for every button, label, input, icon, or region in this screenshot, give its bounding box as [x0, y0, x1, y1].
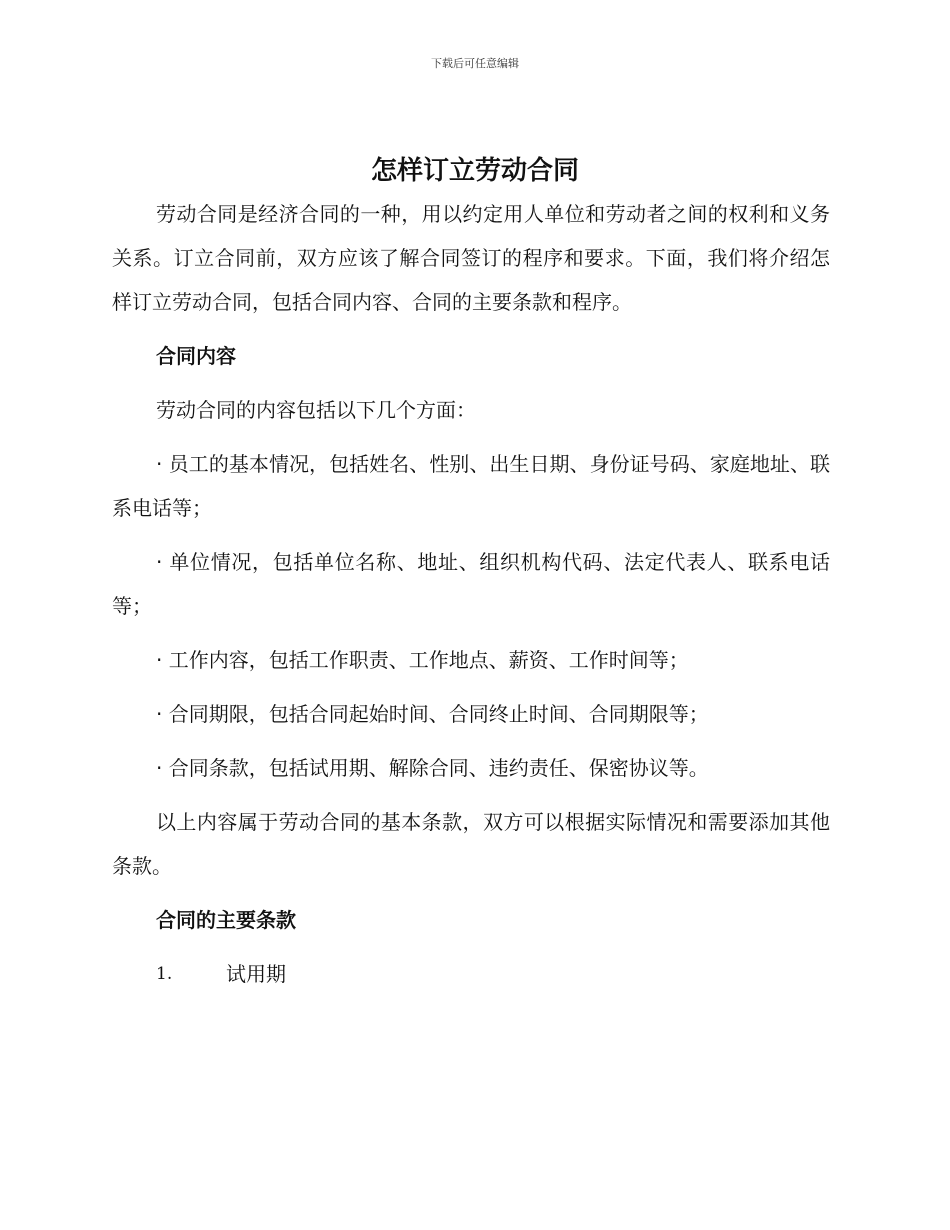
document-body [112, 192, 830, 1006]
item-number: 1. [156, 964, 173, 984]
document-title: 怎样订立劳动合同 [370, 156, 579, 186]
item-text: 试用期 [226, 962, 286, 986]
list-item: · 合同期限，包括合同起始时间、合同终止时间、合同期限等； [156, 702, 709, 726]
closing-paragraph: 以上内容属于劳动合同的基本条款，双方可以根据实际情况和需要添加其他条款。 [112, 810, 830, 878]
list-item: · 单位情况，包括单位名称、地址、组织机构代码、法定代表人、联系电话等； [112, 550, 830, 618]
numbered-item [156, 952, 830, 996]
header-note: 下载后可任意编辑 [431, 57, 519, 70]
list-item: · 合同条款，包括试用期、解除合同、违约责任、保密协议等。 [156, 756, 709, 780]
list-item: · 员工的基本情况，包括姓名、性别、出生日期、身份证号码、家庭地址、联系电话等； [112, 452, 830, 520]
intro-paragraph: 劳动合同是经济合同的一种，用以约定用人单位和劳动者之间的权利和义务关系。订立合同前，双方应该了解合同签订的程序和要求。下面，我们将介绍怎样订立劳动合同，包括合同内容、合同的主要条款和程序。 [112, 202, 830, 314]
list-item: · 工作内容，包括工作职责、工作地点、薪资、工作时间等； [156, 648, 689, 672]
section-heading-contents: 合同内容 [156, 344, 236, 368]
section-lead: 劳动合同的内容包括以下几个方面： [156, 398, 476, 422]
section-heading-main-clauses: 合同的主要条款 [156, 908, 296, 932]
